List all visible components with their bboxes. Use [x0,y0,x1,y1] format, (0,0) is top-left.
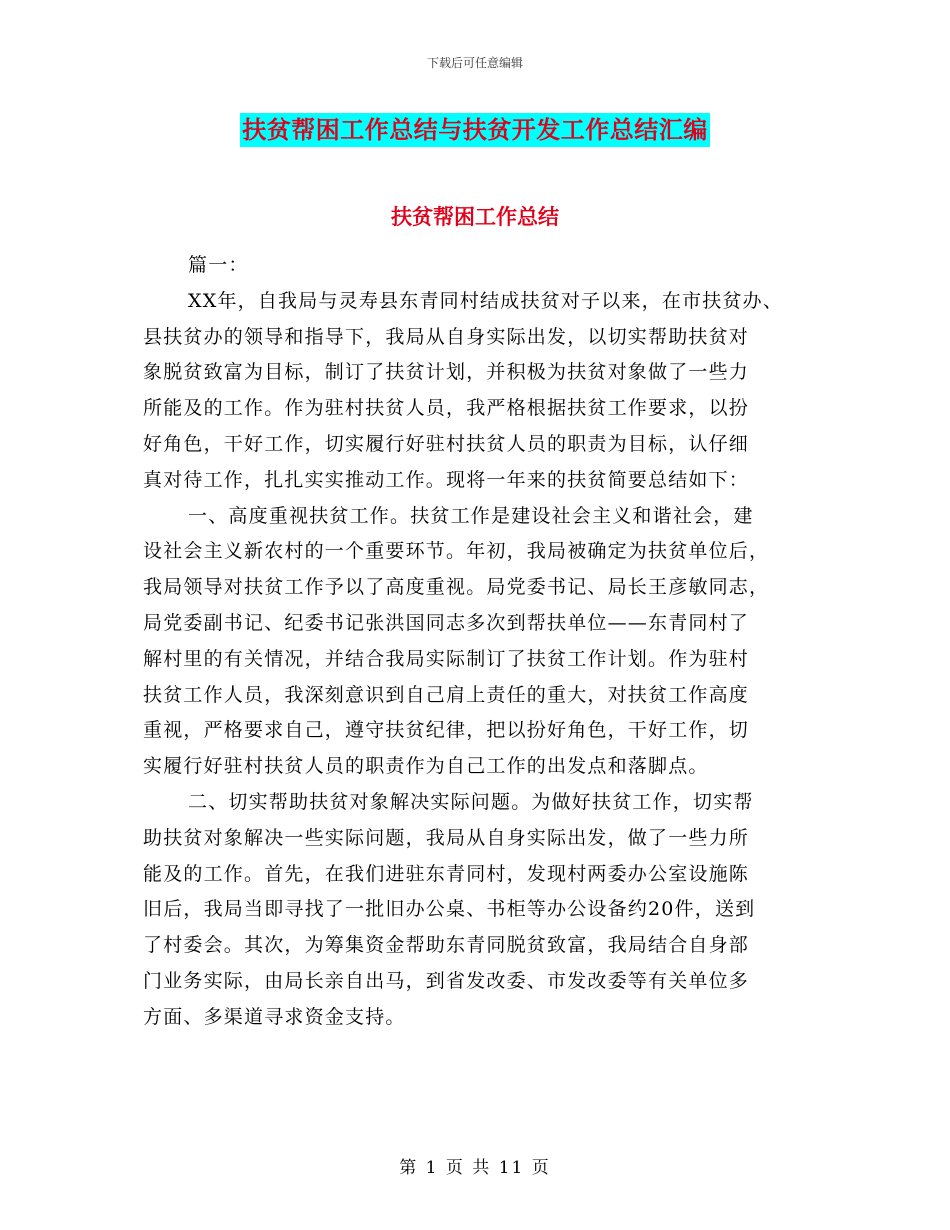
text-line: 门业务实际，由局长亲自出马，到省发改委、市发改委等有关单位多 [143,969,750,992]
text-line: 象脱贫致富为目标，制订了扶贫计划，并积极为扶贫对象做了一些力 [143,361,750,384]
text-line: XX年，自我局与灵寿县东青同村结成扶贫对子以来，在市扶贫办、 [188,289,784,312]
text-line: 好角色，干好工作，切实履行好驻村扶贫人员的职责为目标，认仔细 [143,432,750,455]
text-line: 所能及的工作。作为驻村扶贫人员，我严格根据扶贫工作要求，以扮 [143,397,750,420]
text-line: 扶贫工作人员，我深刻意识到自己肩上责任的重大，对扶贫工作高度 [143,683,750,706]
text-line: 我局领导对扶贫工作予以了高度重视。局党委书记、局长王彦敏同志， [143,576,770,599]
text-line: 旧后，我局当即寻找了一批旧办公桌、书柜等办公设备约20件，送到 [143,898,756,921]
text-line: 了村委会。其次，为筹集资金帮助东青同脱贫致富，我局结合自身部 [143,934,750,957]
text-line: 篇一： [188,254,249,276]
text-line: 二、切实帮助扶贫对象解决实际问题。为做好扶贫工作，切实帮 [188,790,754,813]
text-line: 局党委副书记、纪委书记张洪国同志多次到帮扶单位——东青同村了 [143,611,750,634]
text-line: 重视，严格要求自己，遵守扶贫纪律，把以扮好角色，干好工作，切 [143,719,750,742]
header-note: 下载后可任意编辑 [426,56,523,70]
main-title-wrap [0,113,950,147]
text-line: 方面、多渠道寻求资金支持。 [143,1005,406,1028]
main-title: 扶贫帮困工作总结与扶贫开发工作总结汇编 [240,113,710,147]
text-line: 解村里的有关情况，并结合我局实际制订了扶贫工作计划。作为驻村 [143,647,750,670]
text-line: 设社会主义新农村的一个重要环节。年初，我局被确定为扶贫单位后， [143,540,770,563]
text-line: 县扶贫办的领导和指导下，我局从自身实际出发，以切实帮助扶贫对 [143,325,750,348]
page-footer: 第 1 页 共 11 页 [399,1158,551,1178]
text-line: 一、高度重视扶贫工作。扶贫工作是建设社会主义和谐社会，建 [188,504,754,527]
text-line: 能及的工作。首先，在我们进驻东青同村，发现村两委办公室设施陈 [143,862,750,885]
text-line: 实履行好驻村扶贫人员的职责作为自己工作的出发点和落脚点。 [143,755,709,778]
text-line: 真对待工作，扎扎实实推动工作。现将一年来的扶贫简要总结如下： [143,468,750,491]
body-text [143,248,807,1036]
text-line: 助扶贫对象解决一些实际问题，我局从自身实际出发，做了一些力所 [143,826,750,849]
section-title: 扶贫帮困工作总结 [391,205,559,229]
